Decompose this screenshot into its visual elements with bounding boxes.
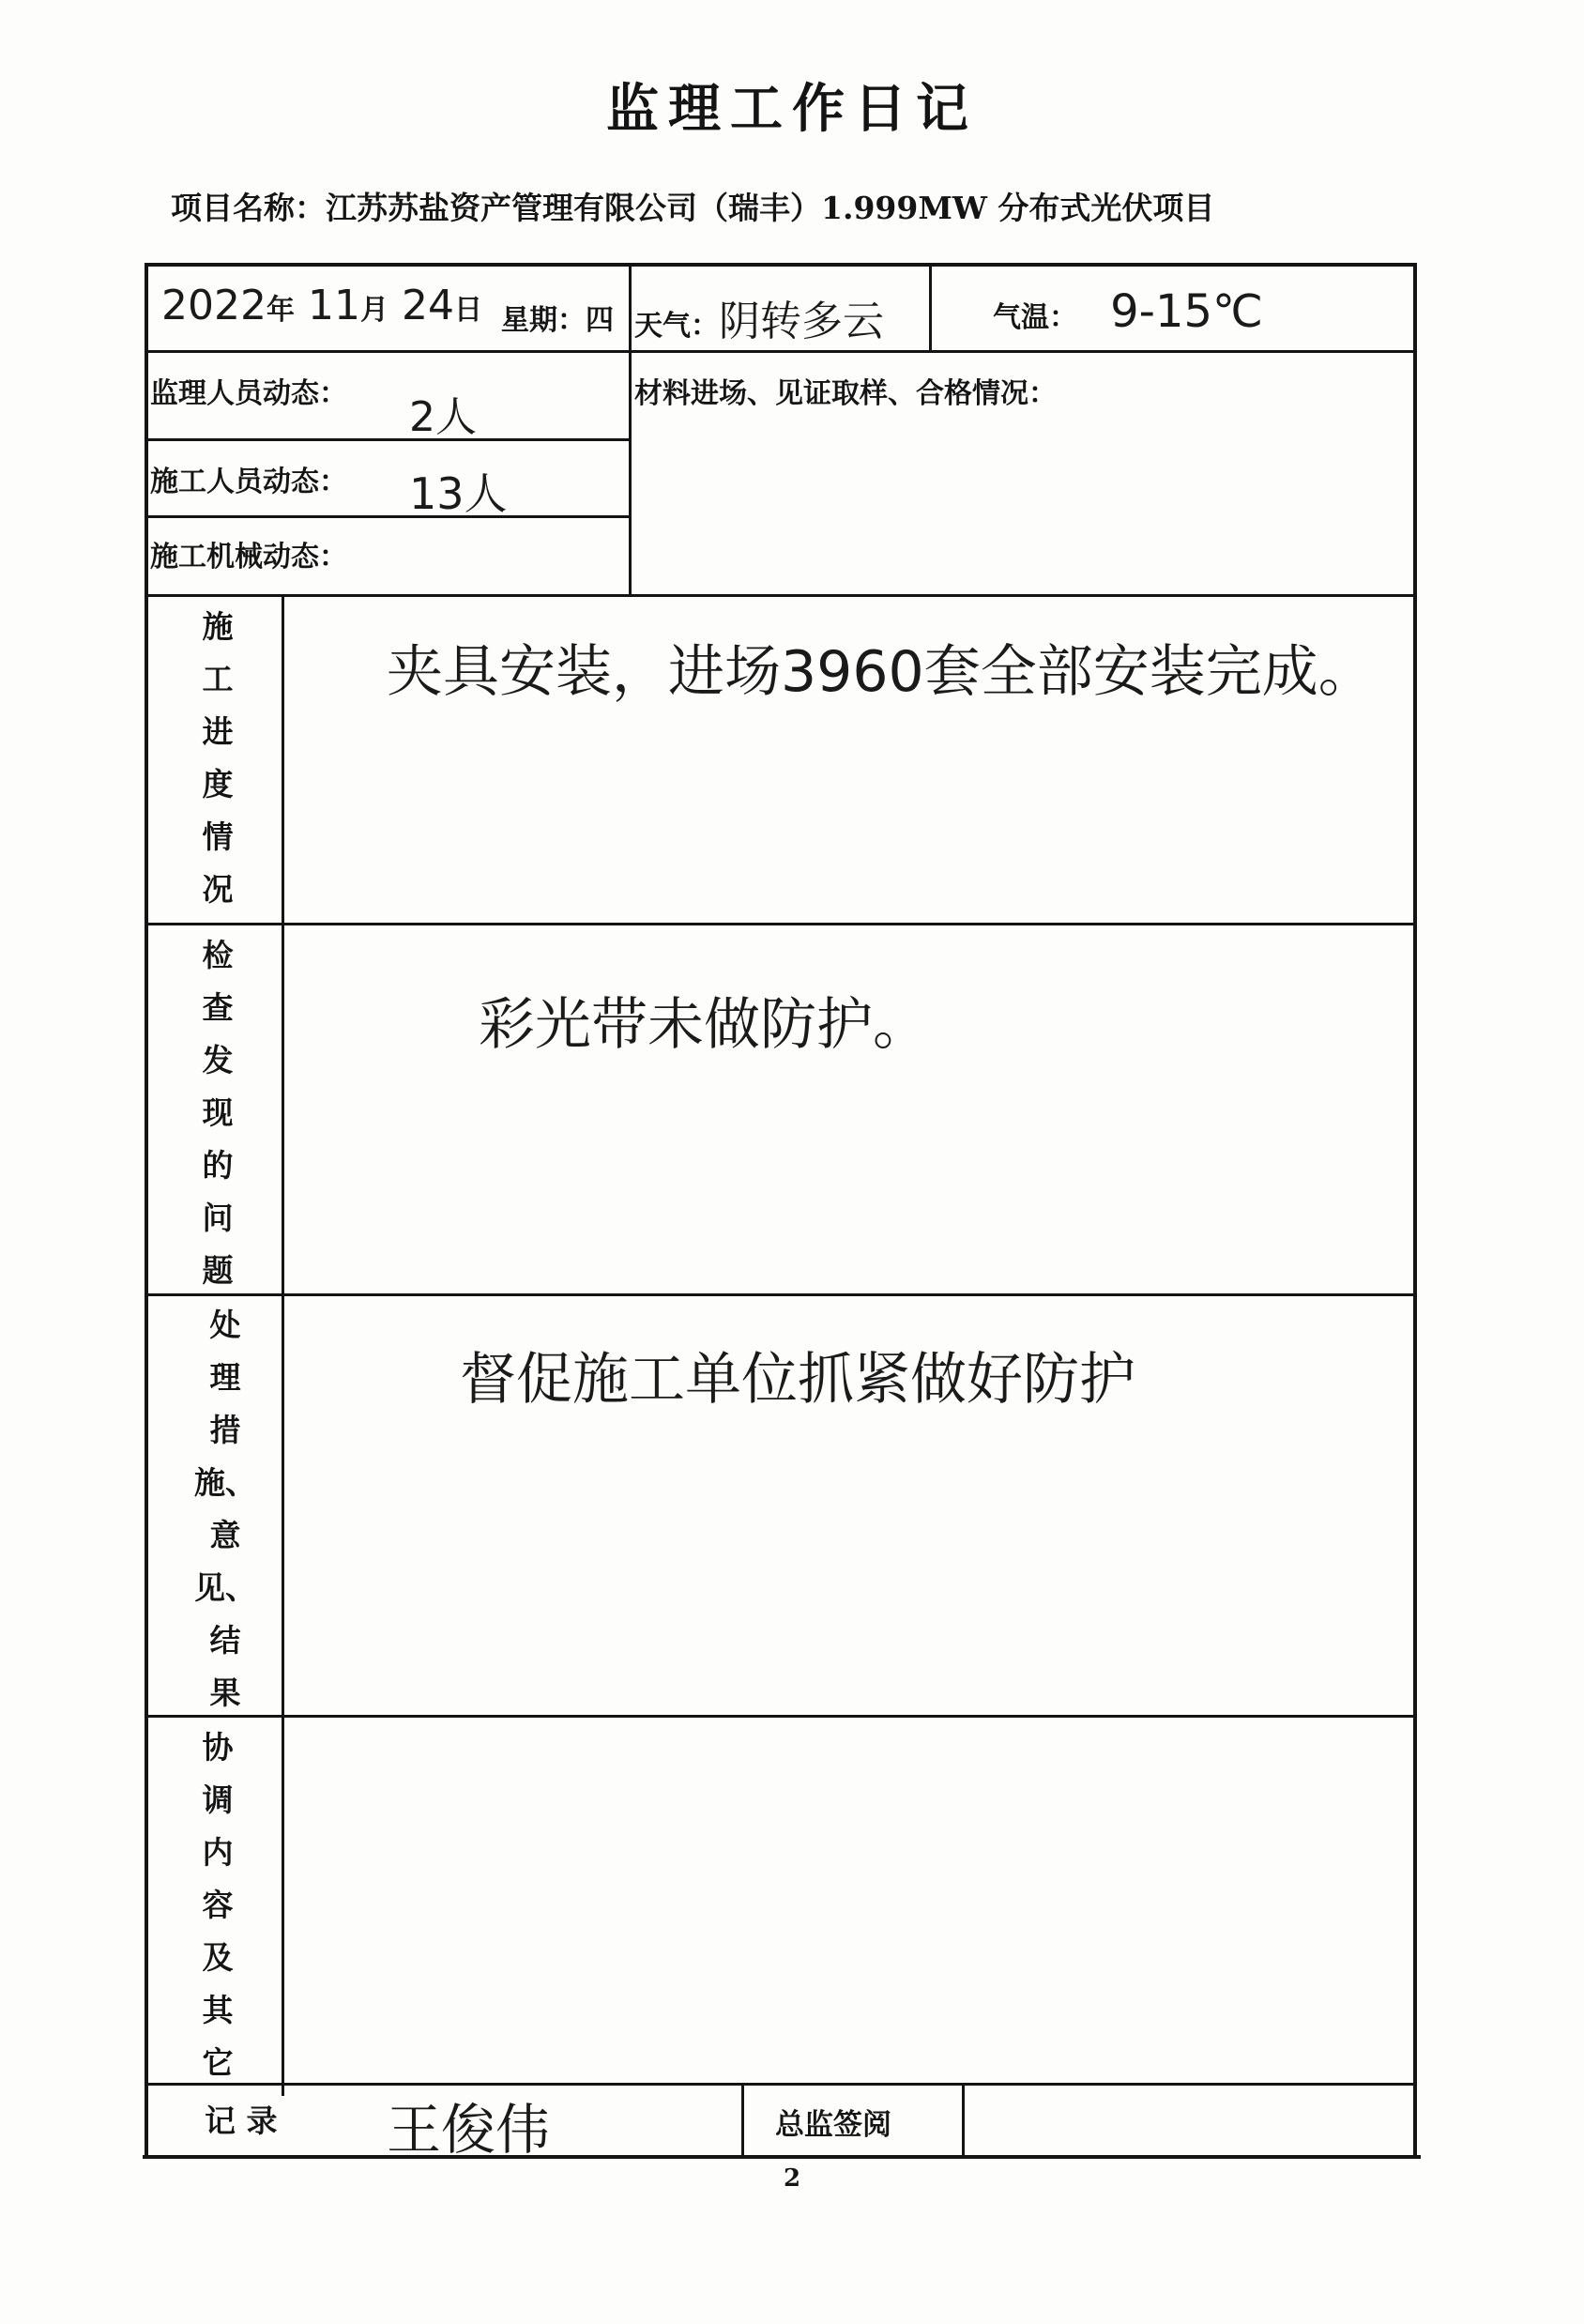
section-label-char: 现 xyxy=(202,1094,234,1131)
weekday-label: 星期： xyxy=(501,304,586,337)
recorder-signature: 王俊伟 xyxy=(387,2098,551,2162)
section-label-char: 的 xyxy=(202,1147,234,1184)
measures-content: 督促施工单位抓紧做好防护 xyxy=(460,1347,1135,1413)
weather-value: 阴转多云 xyxy=(719,298,884,345)
section-label-char: 施、 xyxy=(194,1464,256,1501)
section-label-char: 及 xyxy=(202,1939,234,1976)
section-label-char: 果 xyxy=(209,1674,241,1711)
section-label-char: 意 xyxy=(209,1517,241,1553)
date-month: 11 xyxy=(307,282,360,329)
date-month-unit: 月 xyxy=(359,294,388,327)
date-year: 2022 xyxy=(161,282,267,329)
section-label-char: 它 xyxy=(202,2044,234,2081)
issues-section-label xyxy=(190,929,246,1297)
page-title: 监理工作日记 xyxy=(606,78,978,140)
weather-label: 天气： xyxy=(634,310,719,343)
supervision-staff-label: 监理人员动态： xyxy=(150,377,347,410)
project-label: 项目名称： xyxy=(171,190,326,226)
project-line xyxy=(171,184,1503,228)
issues-content: 彩光带未做防护。 xyxy=(479,992,929,1058)
temperature-value: 9-15℃ xyxy=(1110,285,1263,338)
section-label-char: 结 xyxy=(209,1622,241,1659)
progress-content: 夹具安装，进场3960套全部安装完成。 xyxy=(387,639,1375,705)
coordination-section-label xyxy=(190,1721,246,2089)
chief-review-label: 总监签阅 xyxy=(775,2108,891,2142)
machinery-label: 施工机械动态： xyxy=(150,541,347,573)
section-label-char: 度 xyxy=(202,766,234,803)
section-label-char: 问 xyxy=(202,1200,234,1236)
progress-section-label xyxy=(190,601,246,916)
section-label-char: 处 xyxy=(209,1307,241,1343)
section-label-char: 检 xyxy=(202,937,234,973)
construction-staff-value: 13人 xyxy=(409,468,508,519)
section-label-char: 措 xyxy=(209,1412,241,1448)
section-label-char: 内 xyxy=(202,1834,234,1871)
temperature-label: 气温： xyxy=(993,301,1077,334)
section-label-char: 况 xyxy=(202,871,234,908)
temperature-field xyxy=(993,285,1263,338)
measures-section-label xyxy=(190,1299,261,1720)
weekday-field xyxy=(501,297,614,338)
section-label-char: 查 xyxy=(202,989,234,1026)
project-name: 江苏苏盐资产管理有限公司（瑞丰）1.999MW 分布式光伏项目 xyxy=(326,190,1215,226)
section-label-char: 容 xyxy=(202,1887,234,1923)
section-label-char: 见、 xyxy=(194,1569,256,1606)
date-day: 24 xyxy=(401,282,454,329)
section-label-char: 进 xyxy=(202,713,234,750)
materials-label: 材料进场、见证取样、合格情况： xyxy=(634,377,1057,410)
weather-field xyxy=(634,287,884,347)
page-number: 2 xyxy=(783,2164,801,2193)
section-label-char: 工 xyxy=(202,661,234,697)
section-label-char: 题 xyxy=(202,1252,234,1289)
section-label-char: 施 xyxy=(202,608,234,645)
weekday-value: 四 xyxy=(586,304,614,337)
construction-staff-label: 施工人员动态： xyxy=(150,466,347,498)
date-year-unit: 年 xyxy=(266,294,295,327)
supervision-staff-value: 2人 xyxy=(409,393,477,441)
section-label-char: 理 xyxy=(209,1359,241,1396)
date-field xyxy=(161,282,482,329)
section-label-char: 情 xyxy=(202,818,234,855)
section-label-char: 调 xyxy=(202,1781,234,1818)
section-label-char: 其 xyxy=(202,1992,234,2028)
recorder-label: 记 录 xyxy=(205,2102,278,2139)
section-label-char: 协 xyxy=(202,1729,234,1766)
date-day-unit: 日 xyxy=(453,294,482,327)
section-label-char: 发 xyxy=(202,1042,234,1078)
